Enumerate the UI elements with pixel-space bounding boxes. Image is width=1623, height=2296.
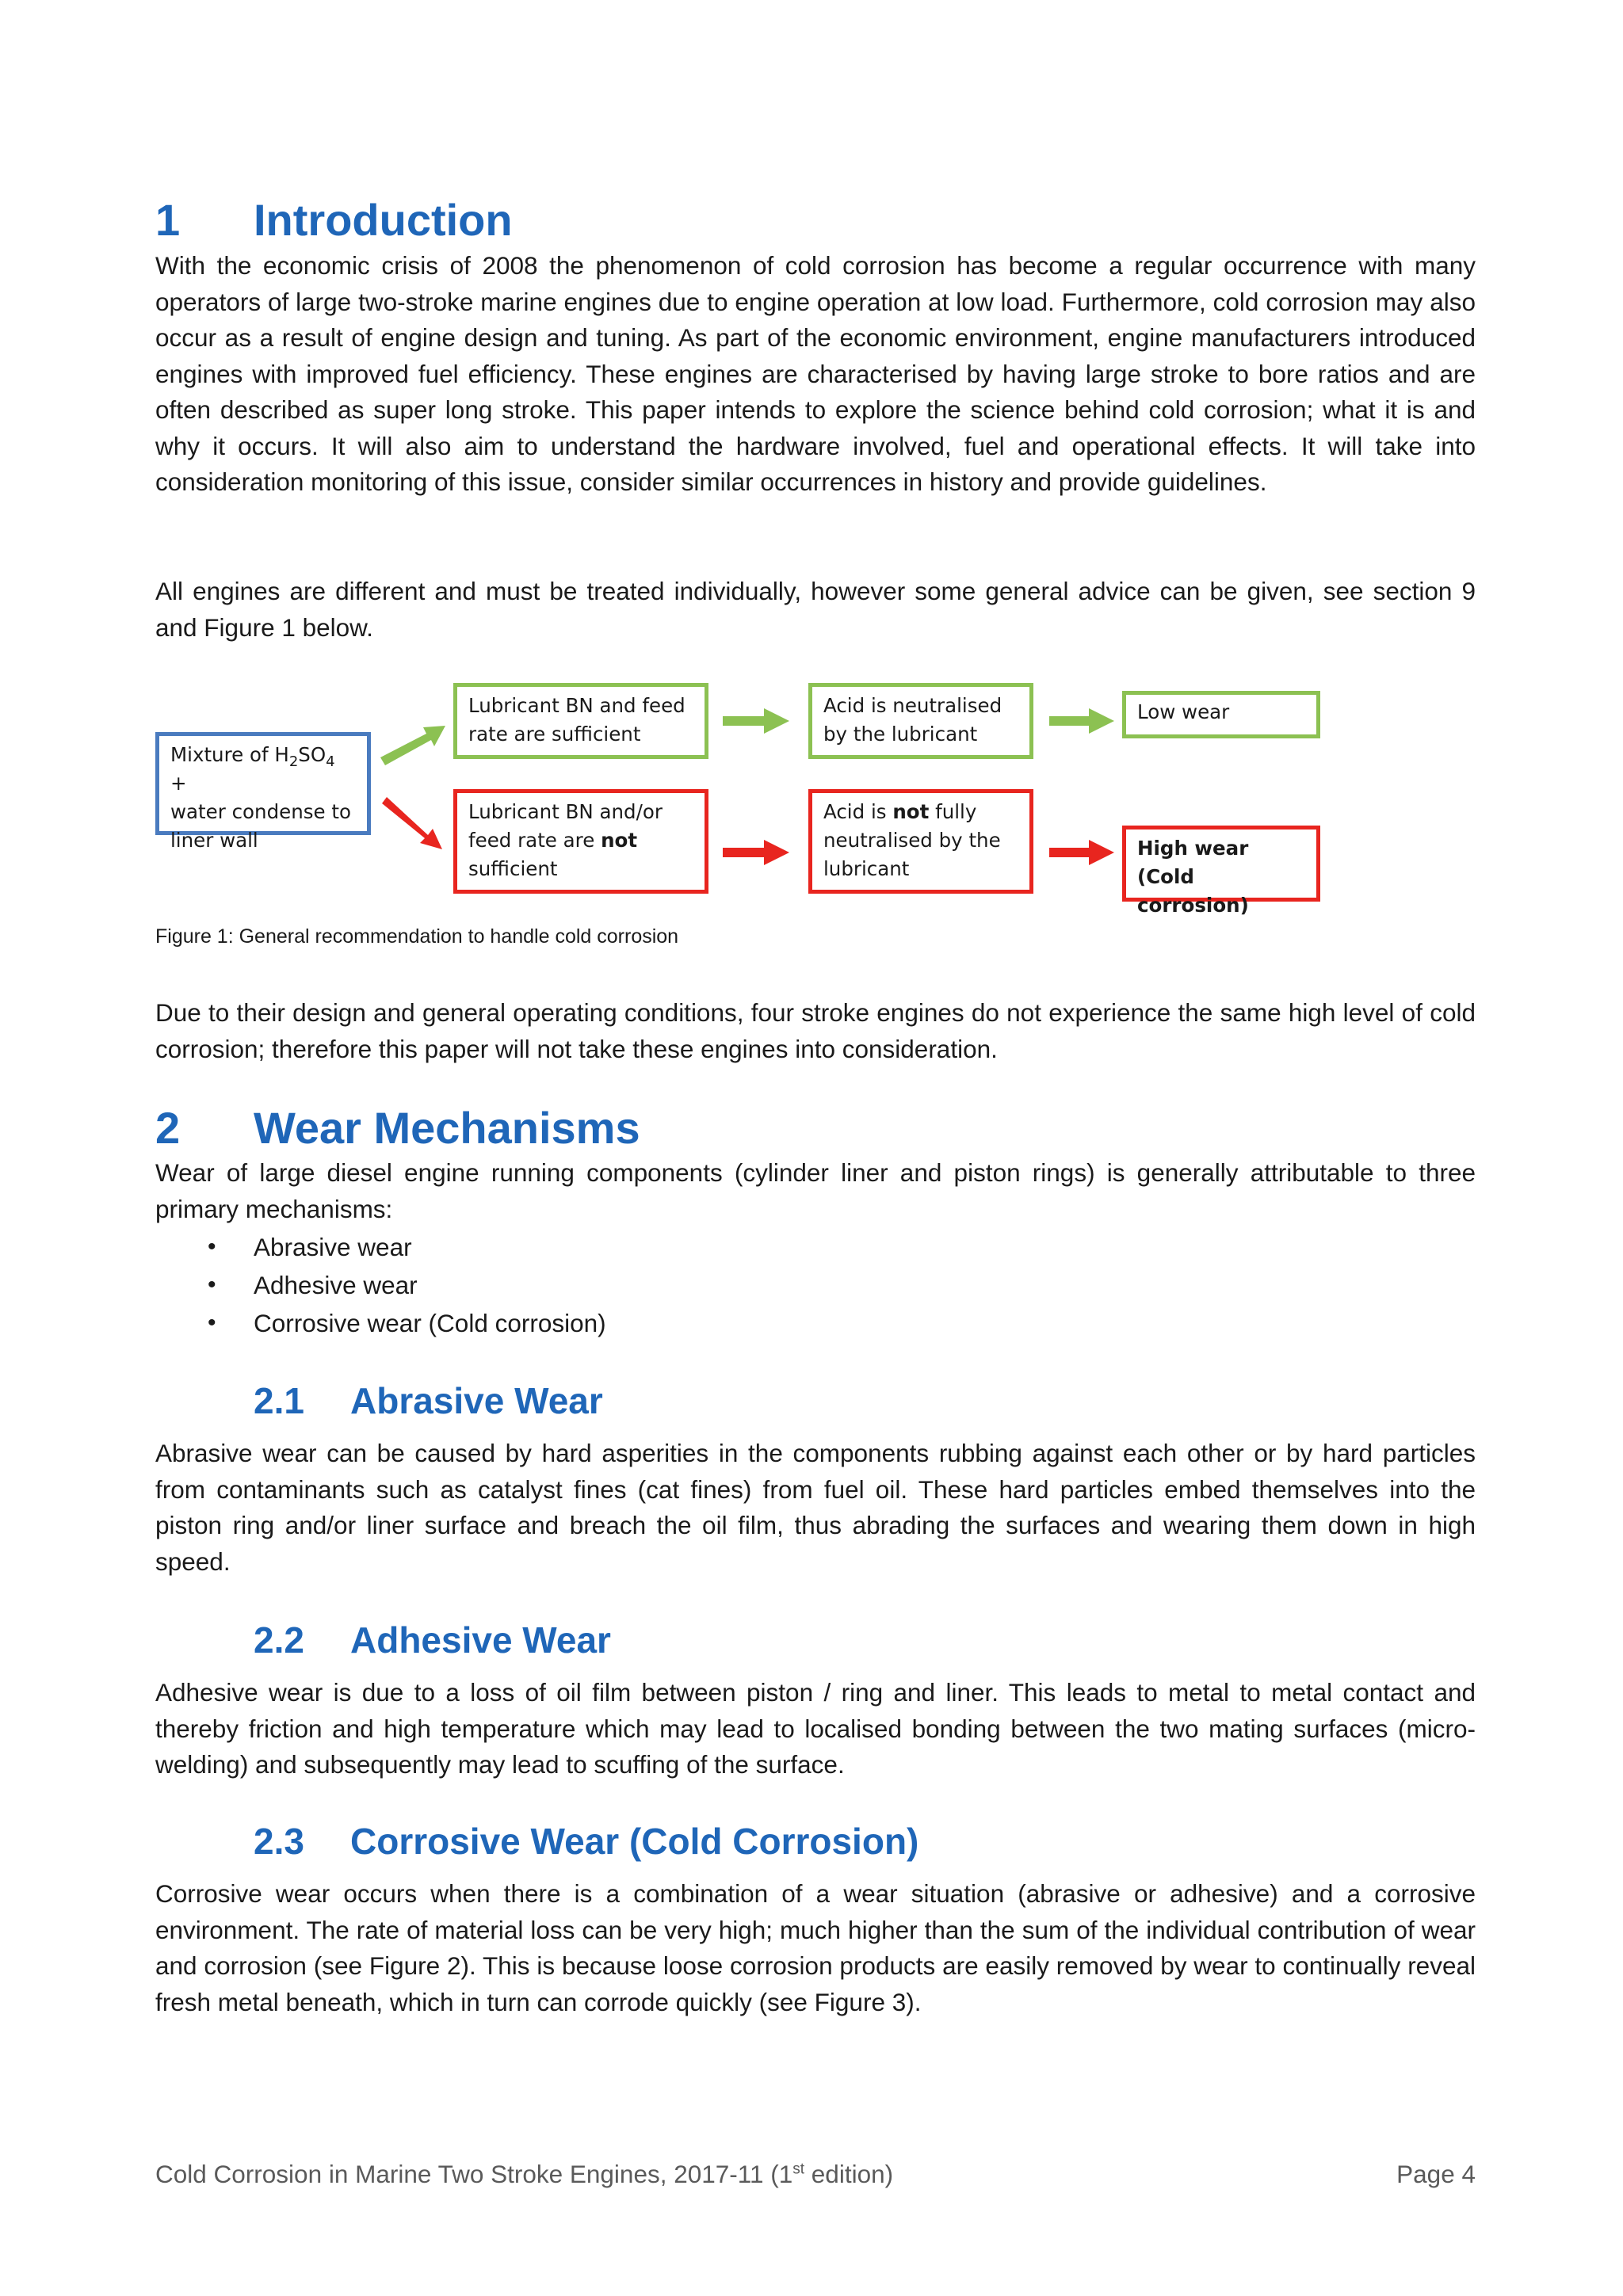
- red-arrows: [382, 797, 1114, 865]
- section-title: Abrasive Wear: [350, 1380, 603, 1421]
- arrow-neutralised-to-lowwear: [1049, 708, 1114, 734]
- arrow-notneutralised-to-highwear: [1049, 840, 1114, 865]
- green-arrows: [380, 708, 1114, 765]
- section-title: Wear Mechanisms: [254, 1103, 640, 1153]
- section-1-heading: [155, 195, 1476, 246]
- section-2-3-heading: [155, 1819, 1476, 1863]
- figure-1-flowchart: [155, 683, 1344, 917]
- paragraph-text: Wear of large diesel engine running components (cylinder liner and piston rings) is generally attributable to three primary mechanisms:: [155, 1158, 1476, 1223]
- intro-paragraph-1: [155, 248, 1476, 501]
- paragraph-text: With the economic crisis of 2008 the phenomenon of cold corrosion has become a regular occurrence with many operators of large two-stroke marine engines due to engine operation at low load. Furthermore, cold corrosion may also occur as a result of engine design and tuning. As part of the economic environment, engine manufacturers introduced engines with improved fuel efficiency. These engines are characterised by having large stroke to bore ratios and are often described as super long stroke. This paper intends to explore the science behind cold corrosion; what it is and why it occurs. It will also aim to understand the hardware involved, fuel and operational effects. It will take into consideration monitoring of this issue, consider similar occurrences in history and provide guidelines.: [155, 251, 1476, 496]
- flow-arrows: [155, 683, 1344, 905]
- list-item: • Abrasive wear: [155, 1228, 1476, 1266]
- wear-mechanism-list: [155, 1228, 1476, 1342]
- arrow-start-to-insufficient: [382, 797, 442, 849]
- low-wear-node: Low wear: [1122, 691, 1320, 738]
- arrow-insufficient-to-notneutralised: [723, 840, 789, 865]
- intro-paragraph-2: [155, 574, 1476, 646]
- acid-neutralised-node: Acid is neutralised by the lubricant: [808, 683, 1033, 759]
- section-number: 2.3: [254, 1821, 304, 1862]
- start-node: Mixture of $H_2SO_4$ + water condense to liner wall: [155, 732, 371, 835]
- footer-document-title: Cold Corrosion in Marine Two Stroke Engines, 2017-11 (1st edition): [155, 2160, 894, 2188]
- paragraph-text: All engines are different and must be treated individually, however some general advice can be given, see section 9 and Figure 1 below.: [155, 577, 1476, 642]
- lubricant-insufficient-node: Lubricant BN and/or feed rate are not sufficient: [453, 789, 708, 894]
- page-number: Page 4: [1396, 2160, 1476, 2188]
- section-2-intro: [155, 1155, 1476, 1227]
- section-2-2-text: [155, 1675, 1476, 1783]
- section-title: Corrosive Wear (Cold Corrosion): [350, 1821, 919, 1862]
- section-2-1-text: [155, 1436, 1476, 1580]
- acid-not-neutralised-node: Acid is not fully neutralised by the lubricant: [808, 789, 1033, 894]
- paragraph-text: Adhesive wear is due to a loss of oil film between piston / ring and liner. This leads to metal to metal contact and thereby friction and high temperature which may lead to localised bonding between the two mating surfaces (micro-welding) and subsequently may lead to scuffing of the surface.: [155, 1678, 1476, 1779]
- list-item: • Corrosive wear (Cold corrosion): [155, 1304, 1476, 1342]
- high-wear-node: High wear (Cold corrosion): [1122, 826, 1320, 902]
- figure-1-caption: Figure 1: General recommendation to handle cold corrosion: [155, 925, 679, 948]
- section-title: Introduction: [254, 195, 513, 245]
- section-number: 2: [155, 1103, 181, 1153]
- intro-paragraph-3: [155, 995, 1476, 1067]
- section-number: 2.2: [254, 1619, 304, 1661]
- paragraph-text: Corrosive wear occurs when there is a combination of a wear situation (abrasive or adhesive) and a corrosive environment. The rate of material loss can be very high; much higher than the sum of the individual contribution of wear and corrosion (see Figure 2). This is because loose corrosion products are easily removed by wear to continually reveal fresh metal beneath, which in turn can corrode quickly (see Figure 3).: [155, 1879, 1476, 2016]
- section-2-3-text: [155, 1876, 1476, 2020]
- section-2-heading: [155, 1103, 1476, 1154]
- section-number: 1: [155, 195, 181, 245]
- list-item: • Adhesive wear: [155, 1266, 1476, 1304]
- paragraph-text: Due to their design and general operating conditions, four stroke engines do not experience the same high level of cold corrosion; therefore this paper will not take these engines into consideration.: [155, 998, 1476, 1063]
- paragraph-text: Abrasive wear can be caused by hard asperities in the components rubbing against each other or by hard particles from contaminants such as catalyst fines (cat fines) from fuel oil. These hard particles embed themselves into the piston ring and/or liner surface and breach the oil film, thus abrading the surfaces and wearing them down in high speed.: [155, 1439, 1476, 1576]
- arrow-sufficient-to-neutralised: [723, 708, 789, 734]
- section-2-2-heading: [155, 1618, 1476, 1662]
- page-footer: [155, 2160, 1476, 2189]
- lubricant-sufficient-node: Lubricant BN and feed rate are sufficient: [453, 683, 708, 759]
- section-title: Adhesive Wear: [350, 1619, 611, 1661]
- section-number: 2.1: [254, 1380, 304, 1421]
- section-2-1-heading: [155, 1379, 1476, 1423]
- arrow-start-to-sufficient: [380, 726, 445, 765]
